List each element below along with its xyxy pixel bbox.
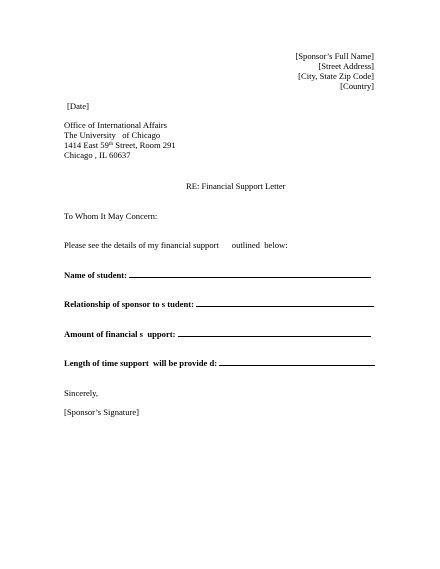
recipient-city: Chicago , IL 60637 xyxy=(64,150,131,160)
signature-placeholder: [Sponsor’s Signature] xyxy=(64,407,140,417)
closing: Sincerely, xyxy=(64,388,99,398)
amount-blank[interactable] xyxy=(178,329,371,337)
salutation: To Whom It May Concern: xyxy=(64,211,158,221)
recipient-university: The University of Chicago xyxy=(64,130,161,140)
field-student-name xyxy=(64,270,371,280)
length-blank[interactable] xyxy=(219,358,375,366)
letter-date: [Date] xyxy=(67,101,89,111)
subject-line: RE: Financial Support Letter xyxy=(186,181,286,191)
recipient-office: Office of International Affairs xyxy=(64,120,168,130)
ordinal-suffix: th xyxy=(108,141,114,147)
street-number: 1414 East 59 xyxy=(64,140,109,150)
field-student-name-label: Name of student: xyxy=(64,270,130,280)
intro-paragraph: Please see the details of my financial support outlined below: xyxy=(64,240,288,250)
field-relationship xyxy=(64,299,374,309)
sender-country: [Country] xyxy=(340,81,374,91)
street-rest: Street, Room 291 xyxy=(113,140,176,150)
sender-city: [City, State Zip Code] xyxy=(298,71,374,81)
recipient-street xyxy=(64,140,176,150)
field-length xyxy=(64,358,375,368)
relationship-blank[interactable] xyxy=(196,299,374,307)
field-amount xyxy=(64,329,371,339)
sender-name: [Sponsor’s Full Name] xyxy=(295,51,374,61)
field-relationship-label: Relationship of sponsor to s tudent: xyxy=(64,299,197,309)
student-name-blank[interactable] xyxy=(129,270,371,278)
sender-street: [Street Address] xyxy=(318,61,374,71)
field-amount-label: Amount of financial s upport: xyxy=(64,329,178,339)
field-length-label: Length of time support will be provide d: xyxy=(64,358,220,368)
